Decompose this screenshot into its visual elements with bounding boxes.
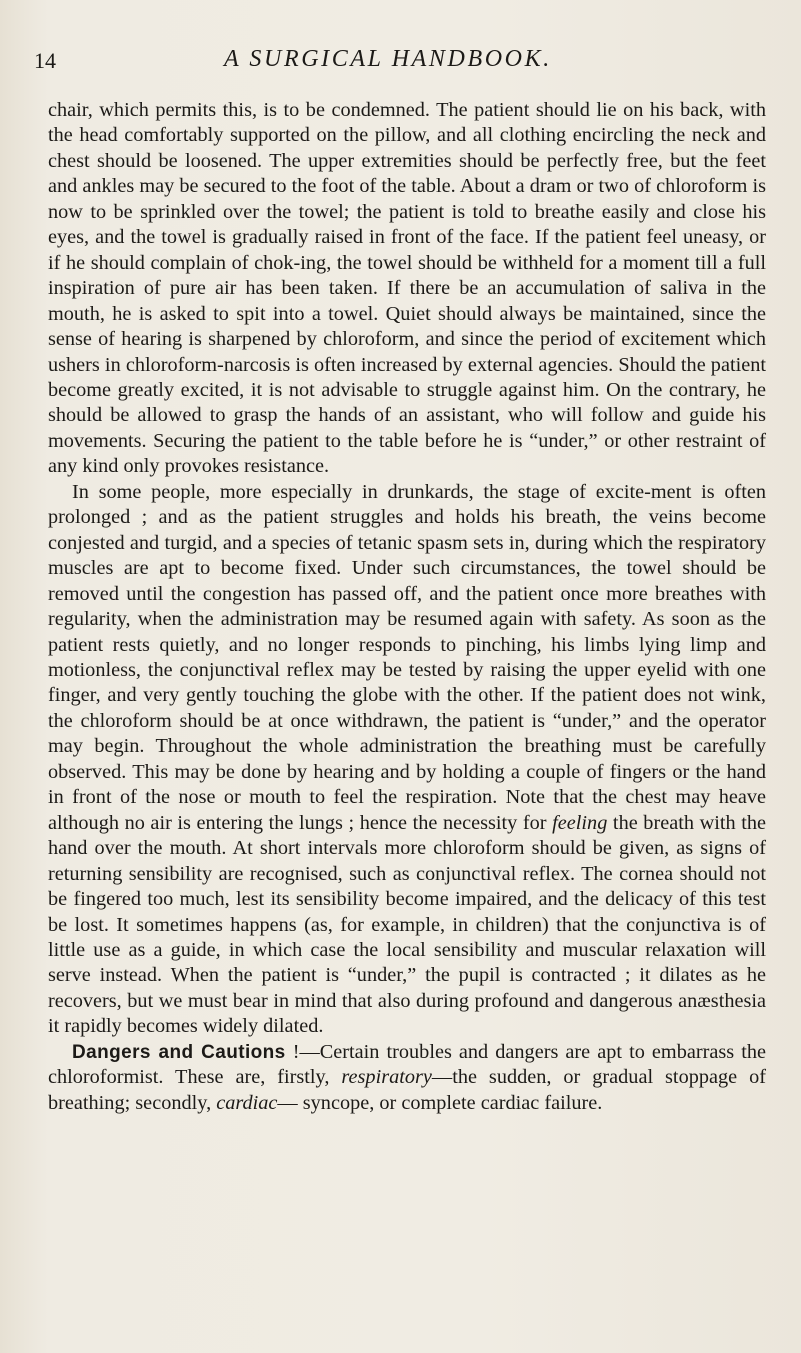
paragraph-2-text-a: In some people, more especially in drunkards, the stage of excite-ment is often prolonged ; and as the patient struggles and holds his breath, the veins become conjested and turgid, and a species of tetanic spasm sets in, during which the respiratory muscles are apt to become fixed. Under such circumstances, the towel should be removed until the congestion has passed off, and the patient once more breathes with regularity, when the administration may be resumed again with safety. As soon as the patient rests quietly, and no longer responds to pinching, his limbs lying limp and motionless, the conjunctival reflex may be tested by raising the upper eyelid with one finger, and very gently touching the globe with the other. If the patient does not wink, the chloroform should be at once withdrawn, the patient is “under,” and the operator may begin. Throughout the whole administration the breathing must be carefully observed. This may be done by hearing and by holding a couple of fingers or the hand in front of the nose or mouth to feel the respiration. Note that the chest may heave although no air is entering the lungs ; hence the necessity for bbox=[48, 480, 766, 834]
paragraph-1 bbox=[48, 98, 766, 480]
paragraph-2-italic-feeling: feeling bbox=[552, 811, 608, 834]
paragraph-1-text: chair, which permits this, is to be condemned. The patient should lie on his back, with the head comfortably supported on the pillow, and all clothing encircling the neck and chest should be loosened. The upper extremities should be perfectly free, but the feet and ankles may be secured to the foot of the table. About a dram or two of chloroform is now to be sprinkled over the towel; the patient is told to breathe easily and close his eyes, and the towel is gradually raised in front of the face. If the patient feel uneasy, or if he should complain of chok-ing, the towel should be withheld for a moment till a full inspiration of pure air has been taken. If there be an accumulation of saliva in the mouth, he is asked to spit into a towel. Quiet should always be maintained, since the sense of hearing is sharpened by chloroform, and since the period of excitement which ushers in chloroform-narcosis is often increased by external agencies. Should the patient become greatly excited, it is not advisable to struggle against him. On the contrary, he should be allowed to grasp the hands of an assistant, who will follow and guide his movements. Securing the patient to the table before he is “under,” or other restraint of any kind only provokes resistance. bbox=[48, 99, 766, 478]
paragraph-3-italic-respiratory: respiratory bbox=[341, 1066, 432, 1089]
paragraph-3 bbox=[48, 1040, 766, 1116]
body-text bbox=[48, 98, 766, 1116]
section-heading-dangers: Dangers and Cautions bbox=[72, 1041, 286, 1063]
paragraph-3-text-a: !—Certain troubles and dangers are apt to embarrass the chloroformist. These are, firstly, bbox=[48, 1040, 766, 1089]
paragraph-2 bbox=[48, 480, 766, 1040]
running-title: A SURGICAL HANDBOOK. bbox=[224, 46, 552, 72]
paragraph-3-italic-cardiac: cardiac bbox=[216, 1091, 278, 1114]
paragraph-3-text-b: —the sudden, or gradual stoppage of breathing; secondly, bbox=[48, 1066, 766, 1114]
paragraph-3-text-c: — syncope, or complete cardiac failure. bbox=[277, 1091, 603, 1114]
page-header bbox=[34, 46, 761, 76]
page-number: 14 bbox=[34, 48, 56, 73]
paragraph-2-text-b: the breath with the hand over the mouth. At short intervals more chloroform should be given, as signs of returning sensibility are recognised, such as conjunctival reflex. The cornea should not be fingered too much, lest its sensibility become impaired, and the delicacy of this test be lost. It sometimes happens (as, for example, in children) that the conjunctiva is of little use as a guide, in which case the local sensibility and muscular relaxation will serve instead. When the patient is “under,” the pupil is contracted ; it dilates as he recovers, but we must bear in mind that also during profound and dangerous anæsthesia it rapidly becomes widely dilated. bbox=[48, 811, 766, 1038]
